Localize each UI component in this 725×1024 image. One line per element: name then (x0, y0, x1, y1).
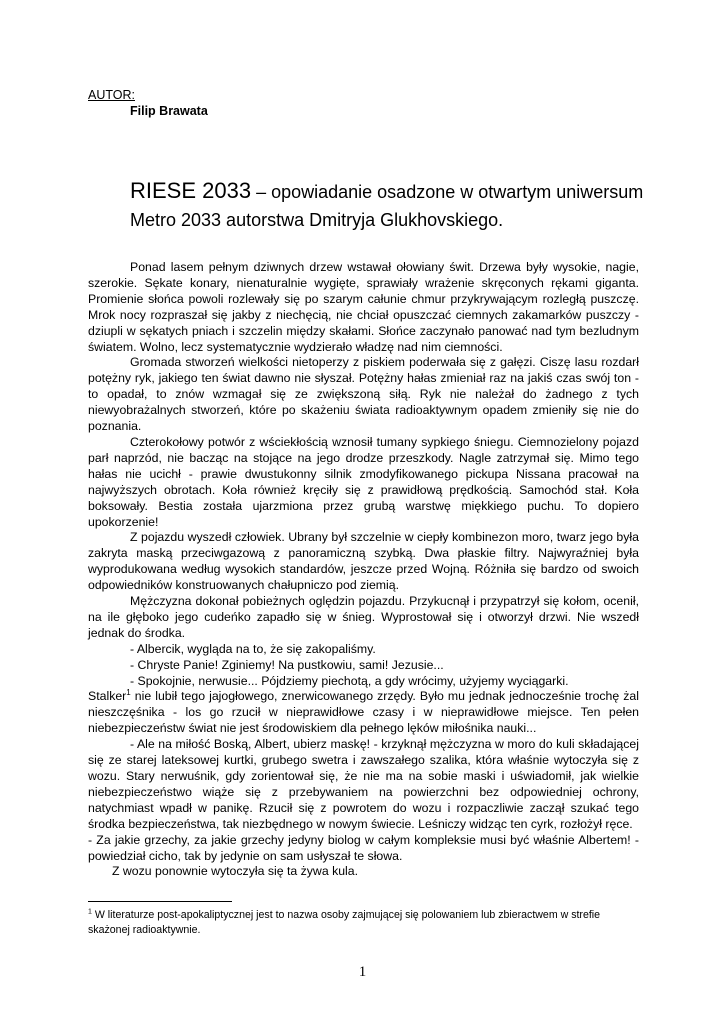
paragraph: Z pojazdu wyszedł człowiek. Ubrany był szczelnie w ciepły kombinezon moro, twarz jego była zakryta maską przeciwgazową z panoramiczną szybką. Dwa płaskie filtry. Najwyraźniej była wyprodukowana według wysokich standardów, jeszcze przed Wojną. Różniła się bardzo od swoich odpowiedników konstruowanych chałupniczo pod ziemią. (88, 530, 639, 593)
paragraph: Mężczyzna dokonał pobieżnych oględzin pojazdu. Przykucnął i przypatrzył się kołom, ocenił, na ile głęboko jego cudeńko zapadło się w śnieg. Wyprostował się i otworzył drzwi. Nie wszedł jednak do środka. (88, 594, 639, 640)
paragraph: Ponad lasem pełnym dziwnych drzew wstawał ołowiany świt. Drzewa były wysokie, nagie, szerokie. Sękate konary, nienaturalnie wygięte, sprawiały wrażenie skręconych rękami giganta. Promienie słońca powoli rozlewały się po szarym całunie chmur przykrywającym rozległą puszczę. Mrok nocy rozpraszał się jakby z niechęcią, nie chciał opuszczać ciemnych zakamarków puszczy - dziupli w sękatych pniach i szczelin między skałami. Słońce zaczynało panować nad tym bezludnym światem. Wolno, lecz systematycznie wydzierało władzę nad nim ciemności. (88, 260, 639, 354)
author-name: Filip Brawata (130, 104, 208, 118)
footnote (88, 908, 640, 938)
paragraph: Czterokołowy potwór z wściekłością wznosił tumany sypkiego śniegu. Ciemnozielony pojazd parł naprzód, nie bacząc na stojące na jego drodze przeszkody. Nagle zatrzymał się. Mimo tego hałas nie ucichł - prawie dwustukonny silnik zmodyfikowanego pickupa Nissana pracował na najwyższych obrotach. Koła również kręciły się z prawidłową prędkością. Samochód stał. Koła boksowały. Bestia została ujarzmiona przez grubą warstwę miękkiego puchu. To dopiero upokorzenie! (88, 434, 639, 529)
document-title (130, 178, 690, 235)
title-main: RIESE 2033 (130, 178, 252, 203)
footnote-text: W literaturze post-apokaliptycznej jest to nazwa osoby zajmującej się polowaniem lub zbieractwem w strefie skażonej radioaktywnie. (88, 909, 601, 936)
author-label: AUTOR: (88, 88, 135, 102)
title-subtitle: – opowiadanie osadzone w otwartym uniwersum Metro 2033 autorstwa Dmitryja Glukhovskiego. (130, 182, 644, 230)
paragraph (88, 689, 639, 737)
footnote-separator (88, 901, 232, 902)
footnote-reference[interactable]: 1 (126, 688, 131, 698)
dialogue-line: - Albercik, wygląda na to, że się zakopaliśmy. (130, 641, 376, 656)
footnote-marker: 1 (88, 908, 92, 916)
paragraph: - Ale na miłość Boską, Albert, ubierz maskę! - krzyknął mężczyzna w moro do kuli składającej się ze starej lateksowej kurtki, grubego swetra i zawszałego szalika, która właśnie wytoczyła się z wozu. Stary nerwuśnik, gdy zorientował się, że nie ma na sobie maski i uświadomił, jak wielkie niebezpieczeństwo wiąże się z przebywaniem na powierzchni bez odpowiedniej ochrony, natychmiast wpadł w panikę. Rzucił się z powrotem do wozu i rozpaczliwie zaczął szukać tego środka bezpieczeństwa, tak niezbędnego w nowym świecie. Leśniczy widząc ten cyrk, rozłożył ręce. (88, 737, 639, 831)
paragraph: Z wozu ponownie wytoczyła się ta żywa kula. (112, 864, 359, 879)
paragraph-text: nie lubił tego jajogłowego, znerwicowanego zrzędy. Było mu jednak jednocześnie trochę żal nieszczęśnika - los go rzucił w nieprawidłowe czasy i w nieprawidłowe miejsce. Ten pełen niebezpieczeństw świat nie jest środowiskiem dla pełnego lęków miłośnika nauki... (88, 689, 639, 736)
dialogue-line: - Spokojnie, nerwusie... Pójdziemy piechotą, a gdy wrócimy, użyjemy wyciągarki. (130, 673, 569, 688)
page-number: 1 (358, 964, 367, 980)
dialogue-line: - Chryste Panie! Zginiemy! Na pustkowiu, sami! Jezusie... (130, 657, 444, 672)
stalker-word: Stalker (88, 689, 127, 704)
paragraph: - Za jakie grzechy, za jakie grzechy jedyny biolog w całym kompleksie musi być właśnie Albertem! - powiedział cicho, tak by jedynie on sam usłyszał te słowa. (88, 832, 639, 863)
paragraph: Gromada stworzeń wielkości nietoperzy z piskiem poderwała się z gałęzi. Ciszę lasu rozdarł potężny ryk, jakiego ten świat dawno nie słyszał. Potężny hałas zmieniał raz na jakiś czas swój ton - to opadał, to znów wzmagał się ze zwiększoną siłą. Ryk nie należał do żadnego z tych niewyobrażalnych stworzeń, które po skażeniu świata radioaktywnym opadem zmieniły się nie do poznania. (88, 355, 639, 434)
story-body (88, 260, 639, 880)
